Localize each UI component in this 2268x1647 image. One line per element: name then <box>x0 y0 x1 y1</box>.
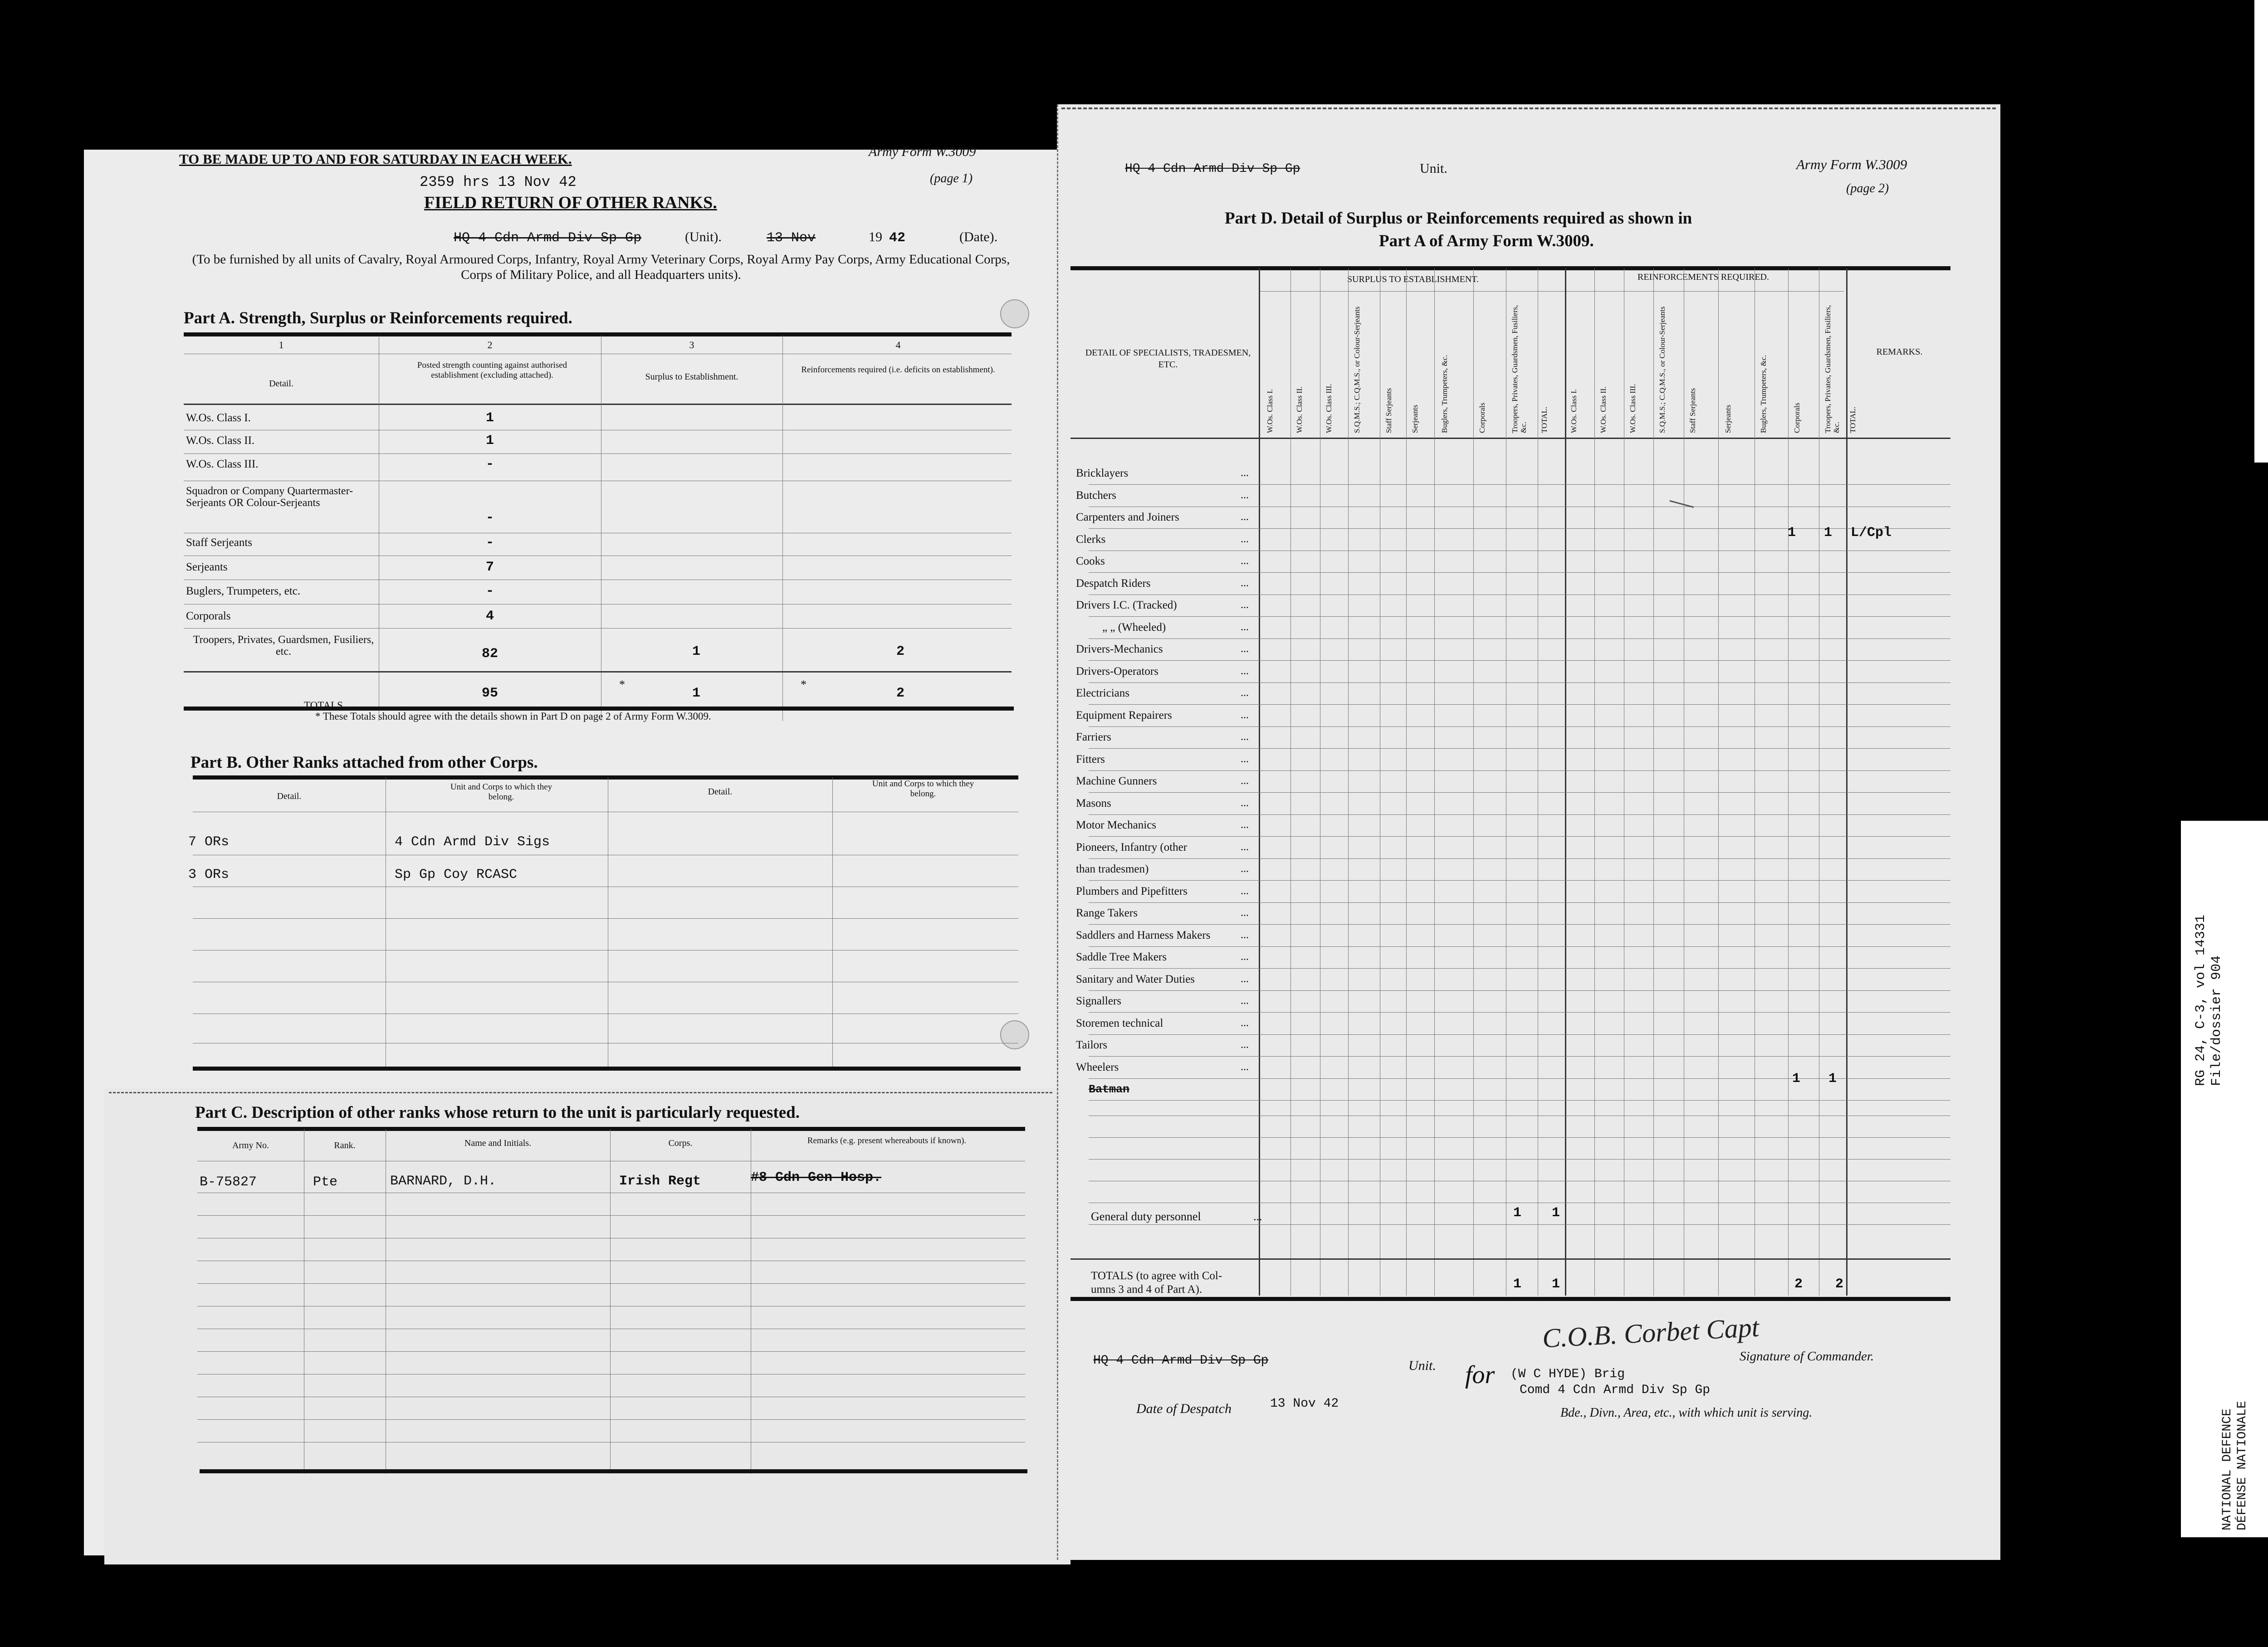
part-d-column-label: Buglers, Trumpeters, &c. <box>1759 355 1768 433</box>
part-a-totals-posted: 95 <box>481 686 498 701</box>
part-d-column-label: Serjeants <box>1724 404 1732 433</box>
part-b-bottom-rule <box>193 1067 1021 1071</box>
part-a-footnote: * These Totals should agree with the details shown in Part D on page 2 of Army Form W.3009. <box>315 711 711 722</box>
part-a-posted-value: - <box>485 584 494 599</box>
trade-dots: ... <box>1241 929 1249 941</box>
part-c-col-header: Remarks (e.g. present whereabouts if known). <box>807 1136 967 1145</box>
part-d-col-rule <box>1348 268 1349 1296</box>
part-a-bottom-rule <box>184 707 1014 711</box>
page1-form-name: Army Form W.3009 <box>869 144 976 159</box>
trade-label: Storemen technical <box>1076 1017 1163 1029</box>
trade-label: Carpenters and Joiners <box>1076 511 1179 523</box>
reinf-header: REINFORCEMENTS REQUIRED. <box>1637 272 1769 282</box>
trade-label: Pioneers, Infantry (other <box>1076 841 1188 853</box>
trade-row-rule <box>1089 682 1950 683</box>
trade-row-rule <box>1089 902 1950 903</box>
part-a-posted-value: 4 <box>485 609 494 624</box>
batman-total-value: 1 <box>1828 1071 1837 1087</box>
part-b-col-header: Detail. <box>708 787 733 797</box>
trade-dots: ... <box>1241 533 1249 545</box>
part-d-group-rule <box>1259 291 1844 292</box>
trade-row-rule <box>1089 1012 1950 1013</box>
part-d-column-label: Troopers, Privates, Guardsmen, Fusiliers, &c. <box>1510 305 1528 433</box>
trade-label: Plumbers and Pipefitters <box>1076 885 1188 897</box>
trade-label: Drivers-Mechanics <box>1076 643 1163 655</box>
trade-label: Sanitary and Water Duties <box>1076 973 1195 985</box>
trade-row-rule <box>1089 858 1950 859</box>
part-b-heading: Part B. Other Ranks attached from other Corps. <box>191 753 538 772</box>
trade-dots: ... <box>1241 643 1249 655</box>
trade-row-rule <box>1089 704 1950 705</box>
archive-ref-line-1: RG 24, C-3, vol 14331 <box>2193 914 2209 1086</box>
part-a-posted-value: - <box>485 510 494 526</box>
trade-row-rule <box>1089 594 1950 595</box>
totals-surplus-troopers: 1 <box>1513 1277 1521 1292</box>
part-c-row-rule <box>197 1283 1025 1284</box>
part-b-col-rule <box>832 778 833 1068</box>
clerks-remarks-value: L/Cpl <box>1851 525 1892 541</box>
trade-label: Equipment Repairers <box>1076 709 1172 721</box>
page1-timestamp: 2359 hrs 13 Nov 42 <box>420 174 577 190</box>
part-c-row-rule <box>197 1351 1025 1352</box>
page1-date-value: 13 Nov <box>767 230 816 246</box>
part-c-row-rule <box>197 1215 1025 1216</box>
page1-date-label: (Date). <box>959 229 998 244</box>
part-c-name: BARNARD, D.H. <box>390 1174 497 1189</box>
part-a-col-header: Detail. <box>269 379 293 389</box>
page-fold-line <box>1057 104 1058 1560</box>
page2-page-label: (page 2) <box>1846 181 1889 195</box>
trade-row-rule <box>1089 616 1950 617</box>
trade-row-rule <box>1089 880 1950 881</box>
trade-row-rule <box>1089 968 1950 969</box>
part-d-column-label: Buglers, Trumpeters, &c. <box>1440 355 1449 433</box>
part-a-row-label: Corporals <box>186 610 231 622</box>
trade-dots: ... <box>1241 511 1249 523</box>
part-d-col-rule <box>1406 268 1407 1296</box>
trade-dots: ... <box>1241 863 1249 875</box>
totals-label-2: umns 3 and 4 of Part A). <box>1091 1283 1202 1296</box>
national-defence-line-2: DÉFENSE NATIONALE <box>2235 1401 2249 1530</box>
part-a-row-rule <box>184 555 1012 556</box>
part-a-row-rule <box>184 628 1012 629</box>
part-c-col-header: Corps. <box>668 1138 693 1148</box>
page2-top-edge <box>1061 107 1996 109</box>
part-a-col-header: Reinforcements required (i.e. deficits on establishment). <box>801 365 995 375</box>
part-c-rank: Pte <box>313 1174 338 1190</box>
part-a-col-header: Surplus to Establishment. <box>645 372 738 382</box>
commander-line-1: (W C HYDE) Brig <box>1510 1367 1625 1381</box>
part-d-col-rule <box>1565 268 1566 1296</box>
part-a-row-label: W.Os. Class II. <box>186 434 255 447</box>
part-a-row-label: Troopers, Privates, Guardsmen, Fusiliers, etc. <box>193 634 374 658</box>
trade-row-rule <box>1089 946 1950 947</box>
trade-dots: ... <box>1241 621 1249 633</box>
page1-title: FIELD RETURN OF OTHER RANKS. <box>424 193 717 212</box>
part-d-column-label: W.Os. Class II. <box>1599 386 1608 433</box>
part-d-header-rule <box>1070 438 1950 439</box>
trade-label: Saddlers and Harness Makers <box>1076 929 1211 941</box>
part-a-col-number: 2 <box>487 339 493 351</box>
part-d-column-label: W.Os. Class III. <box>1628 384 1637 433</box>
trade-row-rule <box>1089 572 1950 573</box>
page2-unit-label: Unit. <box>1420 161 1447 176</box>
blank-row-rule <box>1089 1224 1950 1225</box>
trade-label: Batman <box>1089 1083 1130 1096</box>
part-d-col-rule <box>1846 268 1848 1296</box>
archive-ref-line-2: File/dossier 904 <box>2209 955 2224 1086</box>
trade-label: Range Takers <box>1076 907 1138 919</box>
part-a-row-label: W.Os. Class III. <box>186 458 259 470</box>
part-c-col-header: Rank. <box>334 1140 356 1150</box>
totals-reinf-troopers: 2 <box>1794 1277 1803 1292</box>
despatch-value: 13 Nov 42 <box>1270 1397 1339 1411</box>
film-scale-strip <box>2254 0 2268 463</box>
binder-hole <box>1000 299 1029 328</box>
page1-date-year-prefix: 19 <box>869 229 882 244</box>
part-d-column-label: TOTAL. <box>1848 406 1857 433</box>
page1-date-year: 42 <box>889 230 906 246</box>
part-b-detail-value: 7 ORs <box>188 834 230 850</box>
trade-row-rule <box>1089 1034 1950 1035</box>
part-a-posted-value: - <box>485 535 494 551</box>
general-duty-troopers-value: 1 <box>1513 1205 1521 1221</box>
trade-row-rule <box>1089 1056 1950 1057</box>
part-a-col-number: 3 <box>689 339 694 351</box>
part-b-detail-value: 3 ORs <box>188 867 230 882</box>
part-a-row-rule <box>184 453 1012 454</box>
commander-line-2: Comd 4 Cdn Armd Div Sp Gp <box>1520 1383 1711 1397</box>
trade-row-rule <box>1089 770 1950 771</box>
formation-label: Bde., Divn., Area, etc., with which unit is serving. <box>1560 1406 1813 1420</box>
part-d-totals-rule <box>1070 1258 1950 1260</box>
general-duty-label: General duty personnel <box>1091 1210 1201 1223</box>
batman-troopers-value: 1 <box>1792 1071 1800 1087</box>
trade-row-rule <box>1089 748 1950 749</box>
trade-label: Drivers-Operators <box>1076 665 1158 677</box>
part-a-totals-surplus: 1 <box>692 686 700 701</box>
trade-label: Fitters <box>1076 753 1105 765</box>
part-a-col-number: 4 <box>895 339 901 351</box>
trade-label: Bricklayers <box>1076 467 1129 479</box>
part-c-row-rule <box>197 1419 1025 1420</box>
national-defence-line-1: NATIONAL DEFENCE <box>2220 1408 2234 1530</box>
part-a-row-label: Buglers, Trumpeters, etc. <box>186 585 301 597</box>
part-a-surplus-value: 1 <box>692 644 700 659</box>
page1-instructions: (To be furnished by all units of Cavalry, Royal Armoured Corps, Infantry, Royal Army Veterinary Corps, Royal Army Pay Corps, Army Educational Corps, Corps of Military Police, and all Headquarters units). <box>192 252 1010 282</box>
part-a-posted-value: 1 <box>485 433 494 448</box>
trade-label: Clerks <box>1076 533 1106 546</box>
totals-label-1: TOTALS (to agree with Col- <box>1091 1270 1222 1282</box>
trade-label: Cooks <box>1076 555 1105 567</box>
part-d-col-rule <box>1718 268 1719 1296</box>
page2-title-1: Part D. Detail of Surplus or Reinforcements required as shown in <box>1225 209 1692 228</box>
totals-reinf-total: 2 <box>1835 1277 1843 1292</box>
trade-dots: ... <box>1241 1017 1249 1029</box>
part-d-col-rule <box>1594 268 1595 1296</box>
part-a-posted-value: 1 <box>485 410 494 426</box>
trade-row-rule <box>1089 660 1950 661</box>
clerks-troopers-value: 1 <box>1787 525 1796 541</box>
page2-title-2: Part A of Army Form W.3009. <box>1379 232 1594 250</box>
part-d-column-label: TOTAL. <box>1540 406 1549 433</box>
trade-row-rule <box>1089 484 1950 485</box>
trade-label: Motor Mechanics <box>1076 819 1157 831</box>
signature-label: Signature of Commander. <box>1740 1349 1874 1364</box>
part-b-row-rule <box>193 918 1018 919</box>
page1-lower-sheet <box>104 1088 1070 1564</box>
part-a-body-rule <box>184 404 1012 405</box>
trade-dots: ... <box>1241 731 1249 743</box>
trade-dots: ... <box>1241 1061 1249 1073</box>
trade-dots: ... <box>1241 885 1249 897</box>
commander-signature: C.O.B. Corbet Capt <box>1541 1312 1760 1354</box>
clerks-total-value: 1 <box>1823 525 1832 541</box>
part-a-top-rule <box>184 332 1012 336</box>
footer-unit-label: Unit. <box>1408 1358 1436 1373</box>
blank-row-rule <box>1089 1159 1950 1160</box>
part-d-top-rule <box>1070 266 1950 270</box>
part-a-posted-value: 7 <box>485 560 494 575</box>
trade-label: Drivers I.C. (Tracked) <box>1076 599 1177 611</box>
trade-dots: ... <box>1241 709 1249 721</box>
trade-dots: ... <box>1241 907 1249 919</box>
trade-dots: ... <box>1241 995 1249 1007</box>
part-a-totals-rule <box>184 671 1012 672</box>
trade-dots: ... <box>1241 467 1249 479</box>
page-edge-line <box>109 1092 1052 1093</box>
part-d-col-rule <box>1434 268 1435 1296</box>
page2-form-name: Army Form W.3009 <box>1796 156 1907 172</box>
surplus-header: SURPLUS TO ESTABLISHMENT. <box>1347 274 1479 284</box>
trade-dots: ... <box>1241 951 1249 963</box>
footer-unit-value: HQ 4 Cdn Armd Div Sp Gp <box>1093 1354 1269 1368</box>
trade-label: Wheelers <box>1076 1061 1119 1073</box>
trade-label: Saddle Tree Makers <box>1076 951 1167 963</box>
part-d-bottom-rule <box>1070 1297 1950 1301</box>
trade-dots: ... <box>1241 1039 1249 1051</box>
part-d-column-label: Staff Serjeants <box>1384 388 1393 433</box>
part-c-bottom-rule <box>200 1469 1027 1473</box>
part-b-col-header: Unit and Corps to which they belong. <box>872 779 974 799</box>
part-a-asterisk: * <box>619 678 625 691</box>
part-d-column-label: S.Q.M.S.; C.Q.M.S., or Colour-Serjeants <box>1353 306 1361 433</box>
part-b-unit-value: 4 Cdn Armd Div Sigs <box>395 834 550 850</box>
trade-label: Electricians <box>1076 687 1129 699</box>
binder-hole <box>1000 1020 1029 1049</box>
part-a-totals-label: TOTALS <box>304 700 343 711</box>
part-d-column-label: W.Os. Class I. <box>1266 389 1274 433</box>
trade-label: „ „ (Wheeled) <box>1102 621 1166 633</box>
part-c-remarks: #8 Cdn Gen Hosp. <box>751 1170 882 1185</box>
part-d-col-rule <box>1290 268 1291 1296</box>
page1-page-label: (page 1) <box>930 171 973 185</box>
part-d-column-label: W.Os. Class III. <box>1325 384 1333 433</box>
trade-dots: ... <box>1241 775 1249 787</box>
trade-row-rule <box>1089 924 1950 925</box>
part-a-col-number: 1 <box>279 339 284 351</box>
part-c-top-rule <box>197 1127 1025 1131</box>
part-c-army-no: B-75827 <box>200 1174 257 1190</box>
trade-dots: ... <box>1241 841 1249 853</box>
trade-row-rule <box>1089 1100 1950 1101</box>
trade-row-rule <box>1089 814 1950 815</box>
trade-dots: ... <box>1241 819 1249 831</box>
trade-row-rule <box>1089 990 1950 991</box>
general-duty-dots: ... <box>1253 1210 1262 1223</box>
trade-label: Farriers <box>1076 731 1111 743</box>
part-d-column-label: Serjeants <box>1411 404 1419 433</box>
page1-unit-label: (Unit). <box>685 229 722 244</box>
part-c-col-header: Army No. <box>232 1140 269 1150</box>
trade-label: Signallers <box>1076 995 1121 1007</box>
part-a-asterisk: * <box>801 678 807 691</box>
trade-label: Despatch Riders <box>1076 577 1151 590</box>
part-d-column-label: W.Os. Class I. <box>1569 389 1578 433</box>
trade-label: Tailors <box>1076 1039 1108 1051</box>
trade-dots: ... <box>1241 973 1249 985</box>
part-c-col-rule <box>610 1129 611 1474</box>
trade-label: than tradesmen) <box>1076 863 1149 875</box>
part-d-column-label: S.Q.M.S.; C.Q.M.S., or Colour-Serjeants <box>1658 306 1667 433</box>
trade-label: Butchers <box>1076 489 1116 502</box>
trade-row-rule <box>1089 726 1950 727</box>
part-a-posted-value: 82 <box>481 646 498 662</box>
part-c-col-header: Name and Initials. <box>464 1138 532 1148</box>
part-a-reinf-value: 2 <box>896 644 904 659</box>
page2-sheet <box>1057 104 2000 1560</box>
part-d-column-label: Troopers, Privates, Guardsmen, Fusiliers, &c. <box>1823 305 1841 433</box>
trade-row-rule <box>1089 792 1950 793</box>
trade-dots: ... <box>1241 599 1249 611</box>
blank-row-rule <box>1089 1137 1950 1138</box>
part-a-col-header: Posted strength counting against authorised establishment (excluding attached). <box>417 361 567 380</box>
part-d-col-rule <box>1473 268 1474 1296</box>
part-a-row-label: Squadron or Company Quartermaster-Serjeants OR Colour-Serjeants <box>186 485 353 509</box>
part-a-row-label: Serjeants <box>186 561 228 573</box>
trade-dots: ... <box>1241 797 1249 809</box>
part-d-column-label: W.Os. Class II. <box>1295 386 1304 433</box>
trade-dots: ... <box>1241 665 1249 677</box>
trade-dots: ... <box>1241 687 1249 699</box>
for-text: for <box>1465 1361 1495 1389</box>
page1-header-left: TO BE MADE UP TO AND FOR SATURDAY IN EACH WEEK. <box>179 151 572 167</box>
part-a-heading: Part A. Strength, Surplus or Reinforcements required. <box>184 309 572 327</box>
totals-surplus-total: 1 <box>1551 1277 1560 1292</box>
part-b-col-header: Unit and Corps to which they belong. <box>450 782 552 802</box>
part-b-col-header: Detail. <box>277 791 302 801</box>
trade-dots: ... <box>1241 555 1249 567</box>
despatch-label: Date of Despatch <box>1136 1401 1232 1416</box>
part-a-row-label: W.Os. Class I. <box>186 412 251 424</box>
page1-unit-value: HQ 4 Cdn Armd Div Sp Gp <box>454 230 642 246</box>
part-d-col-rule <box>1259 268 1260 1296</box>
trade-label: Machine Gunners <box>1076 775 1157 787</box>
part-d-column-label: Corporals <box>1793 402 1801 433</box>
part-c-heading: Part C. Description of other ranks whose return to the unit is particularly requested. <box>195 1103 800 1122</box>
trade-label: Masons <box>1076 797 1111 809</box>
part-d-column-label: Corporals <box>1478 402 1486 433</box>
trade-row-rule <box>1089 638 1950 639</box>
general-duty-total-value: 1 <box>1551 1205 1560 1221</box>
page2-unit-value: HQ 4 Cdn Armd Div Sp Gp <box>1125 162 1300 176</box>
part-a-row-label: Staff Serjeants <box>186 536 253 549</box>
part-a-col-rule <box>782 336 783 721</box>
part-d-col-rule <box>1653 268 1654 1296</box>
detail-header: DETAIL OF SPECIALISTS, TRADESMEN, ETC. <box>1085 348 1251 370</box>
trade-row-rule <box>1089 836 1950 837</box>
part-d-column-label: Staff Serjeants <box>1688 388 1697 433</box>
part-a-posted-value: - <box>485 457 494 472</box>
part-d-col-rule <box>1788 268 1789 1296</box>
part-a-totals-reinf: 2 <box>896 686 904 701</box>
part-c-corps: Irish Regt <box>619 1174 701 1189</box>
trade-dots: ... <box>1241 577 1249 589</box>
trade-dots: ... <box>1241 489 1249 501</box>
part-b-unit-value: Sp Gp Coy RCASC <box>395 867 518 882</box>
remarks-header: REMARKS. <box>1876 347 1923 357</box>
trade-dots: ... <box>1241 753 1249 765</box>
